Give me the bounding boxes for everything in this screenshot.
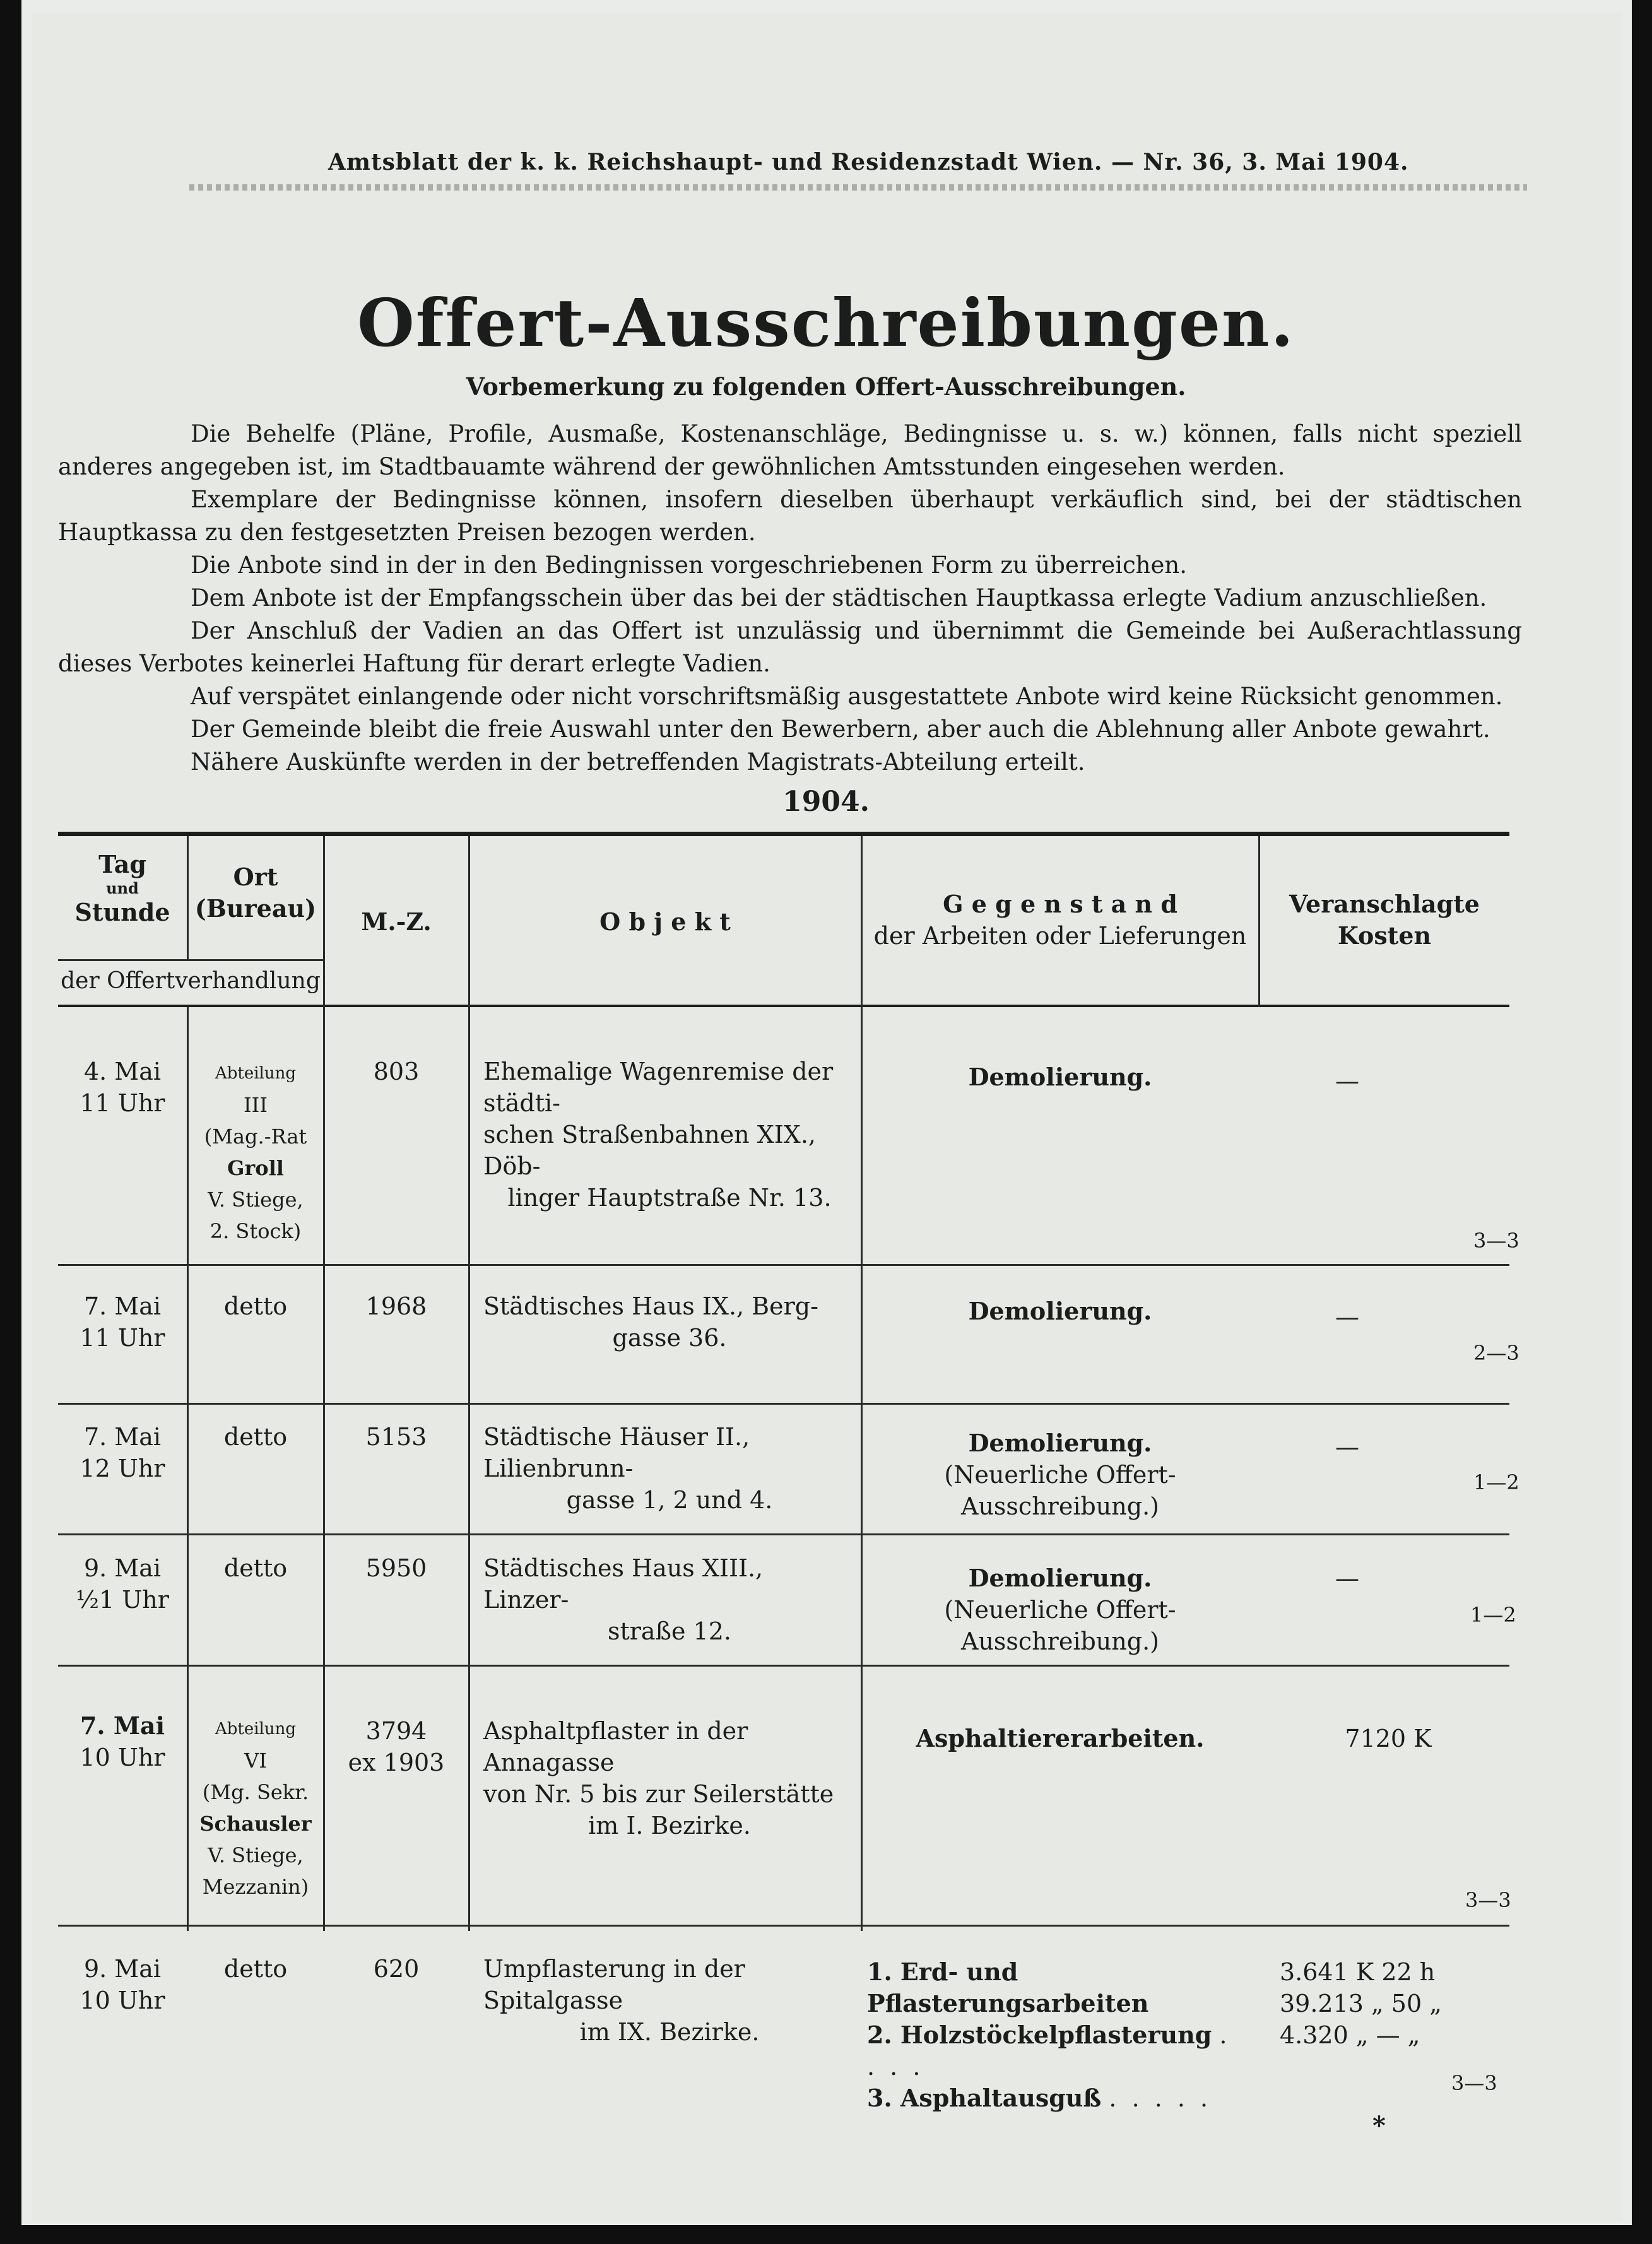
office-line: (Mg. Sekr. <box>202 1780 309 1804</box>
office-line: 2. Stock) <box>209 1219 302 1243</box>
office-line: Abteilung <box>215 1720 297 1739</box>
item-label: 1. Erd- und Pflasterungsarbeiten <box>867 1958 1149 2017</box>
footer-mark: * <box>1372 2111 1386 2141</box>
object-line: straße 12. <box>608 1617 731 1645</box>
office-line: Abteilung <box>215 1064 297 1083</box>
time-line: 11 Uhr <box>80 1324 165 1352</box>
col-header-kosten-bottom: Kosten <box>1337 921 1432 950</box>
row-subject <box>862 1427 1258 1522</box>
intro-paragraph: Der Anschluß der Vadien an das Offert ist unzulässig und übernimmt die Gemeinde bei Außerachtlassung dieses Verbotes keinerlei Haftung für derart erlegte Vadien. <box>58 617 1522 677</box>
time-line: 10 Uhr <box>80 1987 165 2014</box>
intro-paragraph: Nähere Auskünfte werden in der betreffenden Magistrats-Abteilung erteilt. <box>191 748 1085 776</box>
object-line: gasse 36. <box>612 1324 727 1352</box>
office-line: V. Stiege, <box>208 1843 304 1867</box>
object-line: Städtisches Haus IX., Berg- <box>483 1292 818 1320</box>
office-line: Groll <box>227 1156 284 1180</box>
item-label: 3. Asphaltausguß <box>867 2084 1102 2112</box>
header-sub-rule <box>58 959 323 961</box>
time-line: 12 Uhr <box>80 1455 165 1482</box>
col-header-ort-top: Ort <box>233 863 278 891</box>
office-line: V. Stiege, <box>208 1188 304 1212</box>
mz-line: ex 1903 <box>348 1749 445 1776</box>
row-note: 3—3 <box>1473 1229 1519 1253</box>
col-header-gegenstand <box>862 889 1258 952</box>
subject-line: Demolierung. <box>968 1564 1152 1592</box>
col-header-mz: M.-Z. <box>361 907 432 936</box>
row-date <box>58 1421 187 1484</box>
intro-paragraph: Dem Anbote ist der Empfangsschein über das bei der städtischen Hauptkassa erlegte Vadium anzuschließen. <box>191 584 1487 611</box>
row-mz: 5153 <box>365 1423 427 1451</box>
object-line: Ehemalige Wagenremise der städti- <box>483 1058 834 1117</box>
year-heading: 1904. <box>782 786 870 818</box>
scan-border-bottom <box>0 2225 1652 2244</box>
time-line: ½1 Uhr <box>76 1586 169 1614</box>
date-line: 7. Mai <box>80 1711 165 1740</box>
object-line: schen Straßenbahnen XIX., Döb- <box>483 1121 817 1180</box>
row-office: detto <box>223 1554 288 1582</box>
col-header-tag-und: und <box>106 879 139 897</box>
row-cost: — <box>1335 1303 1359 1331</box>
intro-paragraph: Die Behelfe (Pläne, Profile, Ausmaße, Kostenanschläge, Bedingnisse u. s. w.) können, falls nicht speziell anderes angegeben ist, im Stadtbauamte während der gewöhnlichen Amtsstunden eingesehen werden. <box>58 420 1522 480</box>
row-note: 1—2 <box>1470 1603 1516 1627</box>
office-line: Mezzanin) <box>202 1875 309 1899</box>
item-line <box>867 2082 1246 2114</box>
col-header-tag-sub: der Offertverhandlung <box>61 968 321 994</box>
intro-paragraph: Die Anbote sind in der in den Bedingnissen vorgeschriebenen Form zu überreichen. <box>191 552 1187 579</box>
row-object <box>483 1715 856 1841</box>
row-note: 2—3 <box>1473 1341 1519 1365</box>
row-object <box>483 1953 856 2048</box>
col-header-tag-top: Tag <box>98 850 146 878</box>
row-cost: — <box>1335 1564 1359 1592</box>
intro-paragraph: Der Gemeinde bleibt die freie Auswahl unter den Bewerbern, aber auch die Ablehnung aller Anbote gewahrt. <box>191 716 1490 743</box>
item-leader: . . . . . <box>1109 2084 1212 2112</box>
row-cost: 7120 K <box>1345 1725 1432 1752</box>
row-mz: 620 <box>373 1955 420 1983</box>
object-line: linger Hauptstraße Nr. 13. <box>507 1184 832 1212</box>
row-cost: — <box>1335 1067 1359 1095</box>
row-mz: 803 <box>373 1058 420 1085</box>
date-line: 7. Mai <box>83 1292 162 1320</box>
office-line: III <box>244 1093 268 1117</box>
col-header-ort <box>188 861 323 924</box>
header-wavy-rule <box>189 184 1527 191</box>
object-line: im I. Bezirke. <box>588 1812 751 1839</box>
mz-line: 3794 <box>365 1717 427 1745</box>
row-date <box>58 1056 187 1119</box>
row-office <box>188 1713 323 1903</box>
column-divider <box>468 836 470 1931</box>
item-amount: 3.641 K 22 h <box>1280 1958 1436 1986</box>
item-line <box>867 1956 1246 2019</box>
row-note: 3—3 <box>1451 2071 1497 2095</box>
intro-paragraph: Auf verspätet einlangende oder nicht vorschriftsmäßig ausgestattete Anbote wird keine Rücksicht genommen. <box>191 683 1503 710</box>
table-top-rule <box>58 832 1509 836</box>
row-date <box>58 1290 187 1354</box>
row-object <box>483 1421 856 1516</box>
row-subject: Asphaltiererarbeiten. <box>916 1724 1205 1752</box>
row-office: detto <box>223 1292 288 1320</box>
item-amount: 39.213 „ 50 „ <box>1280 1990 1442 2017</box>
row-date <box>58 1552 187 1615</box>
object-line: Städtisches Haus XIII., Linzer- <box>483 1554 764 1614</box>
office-line: VI <box>244 1749 267 1773</box>
row-cost: — <box>1335 1433 1359 1461</box>
object-line: von Nr. 5 bis zur Seilerstätte <box>483 1780 834 1808</box>
row-object <box>483 1290 856 1354</box>
object-line: Umpflasterung in der Spitalgasse <box>483 1955 745 2014</box>
row-office: detto <box>223 1423 288 1451</box>
row-mz: 5950 <box>365 1554 427 1582</box>
row-office <box>188 1058 323 1247</box>
col-header-ort-bottom: (Bureau) <box>194 894 317 923</box>
column-divider <box>861 836 863 1931</box>
item-amounts <box>1280 1956 1469 2051</box>
col-header-tag-bottom: Stunde <box>74 898 170 926</box>
row-subject: Demolierung. <box>968 1063 1152 1091</box>
office-line: (Mag.-Rat <box>204 1125 307 1149</box>
item-amount: 4.320 „ — „ <box>1280 2021 1420 2049</box>
date-line: 4. Mai <box>83 1058 162 1085</box>
row-note: 1—2 <box>1473 1470 1519 1494</box>
page-title: Offert-Ausschreibungen. <box>357 284 1295 362</box>
row-mz: 1968 <box>365 1292 427 1320</box>
row-date <box>58 1953 187 2016</box>
object-line: Städtische Häuser II., Lilienbrunn- <box>483 1423 750 1482</box>
row-divider <box>58 1403 1509 1405</box>
col-header-objekt: O b j e k t <box>599 907 731 936</box>
page-subtitle: Vorbemerkung zu folgenden Offert-Ausschreibungen. <box>466 372 1186 401</box>
object-line: gasse 1, 2 und 4. <box>566 1486 773 1514</box>
item-label: 2. Holzstöckelpflasterung <box>867 2021 1212 2049</box>
col-header-kosten-top: Veranschlagte <box>1289 890 1480 918</box>
object-line: Asphaltpflaster in der Annagasse <box>483 1717 748 1776</box>
office-line: Schausler <box>199 1812 312 1836</box>
col-header-tag <box>58 849 187 928</box>
time-line: 11 Uhr <box>80 1089 165 1117</box>
time-line: 10 Uhr <box>80 1744 165 1771</box>
date-line: 9. Mai <box>83 1955 162 1983</box>
subject-line: (Neuerliche Offert-Ausschreibung.) <box>944 1596 1176 1655</box>
object-line: im IX. Bezirke. <box>579 2018 760 2046</box>
row-object <box>483 1056 856 1214</box>
subject-line: Demolierung. <box>968 1429 1152 1457</box>
item-leader: . . . . <box>867 2021 1231 2081</box>
row-subject: Demolierung. <box>968 1297 1152 1325</box>
intro-paragraph: Exemplare der Bedingnisse können, insofern dieselben überhaupt verkäuflich sind, bei der städtischen Hauptkassa zu den festgesetzten Preisen bezogen werden. <box>58 486 1522 546</box>
row-office: detto <box>223 1955 288 1983</box>
date-line: 9. Mai <box>83 1554 162 1582</box>
row-mz <box>324 1715 468 1778</box>
row-date <box>58 1710 187 1773</box>
row-divider <box>58 1533 1509 1535</box>
col-header-gegenstand-top: G e g e n s t a n d <box>943 890 1177 918</box>
subject-line: (Neuerliche Offert-Ausschreibung.) <box>944 1461 1176 1520</box>
row-object <box>483 1552 856 1647</box>
table-header-rule <box>58 1005 1509 1007</box>
row-divider <box>58 1925 1509 1927</box>
col-header-gegenstand-bottom: der Arbeiten oder Lieferungen <box>873 922 1247 950</box>
running-header: Amtsblatt der k. k. Reichshaupt- und Residenzstadt Wien. — Nr. 36, 3. Mai 1904. <box>328 149 1409 175</box>
col-header-kosten <box>1260 889 1509 952</box>
row-divider <box>58 1264 1509 1266</box>
row-subject <box>862 1562 1258 1657</box>
item-line <box>867 2019 1246 2082</box>
row-note: 3—3 <box>1465 1888 1511 1912</box>
date-line: 7. Mai <box>83 1423 162 1451</box>
intro-text <box>58 418 1522 779</box>
row-divider <box>58 1665 1509 1667</box>
item-list <box>867 1956 1246 2114</box>
